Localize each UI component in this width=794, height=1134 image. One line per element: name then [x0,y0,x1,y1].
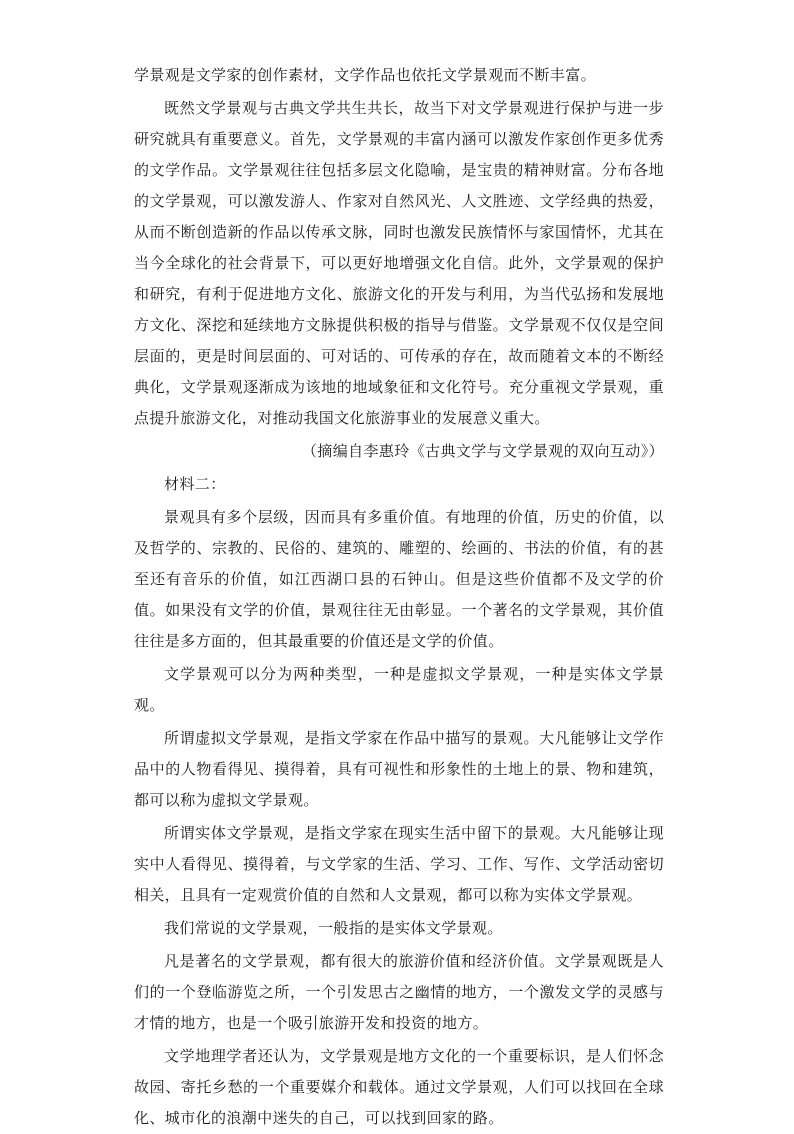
paragraph-common-usage: 我们常说的文学景观，一般指的是实体文学景观。 [164,919,503,937]
paragraph-landscape-values: 景观具有多个层级，因而具有多重价值。有地理的价值，历史的价值，以及哲学的、宗教的、民俗的、建筑的、雕塑的、绘画的、书法的价值，有的甚至还有音乐的价值，如江西湖口县的石钟山。但是这些价值都不及文学的价值。如果没有文学的价值，景观往往无由彰显。一个著名的文学景观，其价值往往是多方面的，但其最重要的价值还是文学的价值。 [134,508,664,650]
citation-source: （摘编自李惠玲《古典文学与文学景观的双向互动》） [301,442,664,460]
paragraph-virtual-landscape: 所谓虚拟文学景观，是指文学家在作品中描写的景观。大凡能够让文学作品中的人物看得见、摸得着，具有可视性和形象性的土地上的景、物和建筑，都可以称为虚拟文学景观。 [134,729,664,809]
paragraph-physical-landscape: 所谓实体文学景观，是指文学家在现实生活中留下的景观。大凡能够让现实中人看得见、摸得着，与文学家的生活、学习、工作、写作、文学活动密切相关，且具有一定观赏价值的自然和人文景观，都可以称为实体文学景观。 [134,824,664,904]
paragraph-continuation: 学景观是文学家的创作素材，文学作品也依托文学景观而不断丰富。 [134,66,597,84]
paragraph-two-types: 文学景观可以分为两种类型，一种是虚拟文学景观，一种是实体文学景观。 [134,665,664,714]
document-body [134,60,664,1134]
paragraph-tourism-value: 凡是著名的文学景观，都有很大的旅游价值和经济价值。文学景观既是人们的一个登临游览之所，一个引发思古之幽情的地方，一个激发文学的灵感与才情的地方，也是一个吸引旅游开发和投资的地方。 [134,952,664,1032]
material-two-heading: 材料二： [164,475,226,493]
paragraph-local-culture-identity: 文学地理学者还认为，文学景观是地方文化的一个重要标识，是人们怀念故园、寄托乡愁的一个重要媒介和载体。通过文学景观，人们可以找回在全球化、城市化的浪潮中迷失的自己，可以找到回家的路。 [134,1047,664,1127]
paragraph-protection-significance: 既然文学景观与古典文学共生共长，故当下对文学景观进行保护与进一步研究就具有重要意义。首先，文学景观的丰富内涵可以激发作家创作更多优秀的文学作品。文学景观往往包括多层文化隐喻，是宝贵的精神财富。分布各地的文学景观，可以激发游人、作家对自然风光、人文胜迹、文学经典的热爱，从而不断创造新的作品以传承文脉，同时也激发民族情怀与家国情怀，尤其在当今全球化的社会背景下，可以更好地增强文化自信。此外，文学景观的保护和研究，有利于促进地方文化、旅游文化的开发与利用，为当代弘扬和发展地方文化、深挖和延续地方文脉提供积极的指导与借鉴。文学景观不仅仅是空间层面的，更是时间层面的、可对话的、可传承的存在，故而随着文本的不断经典化，文学景观逐渐成为该地的地域象征和文化符号。充分重视文学景观，重点提升旅游文化，对推动我国文化旅游事业的发展意义重大。 [134,99,664,427]
